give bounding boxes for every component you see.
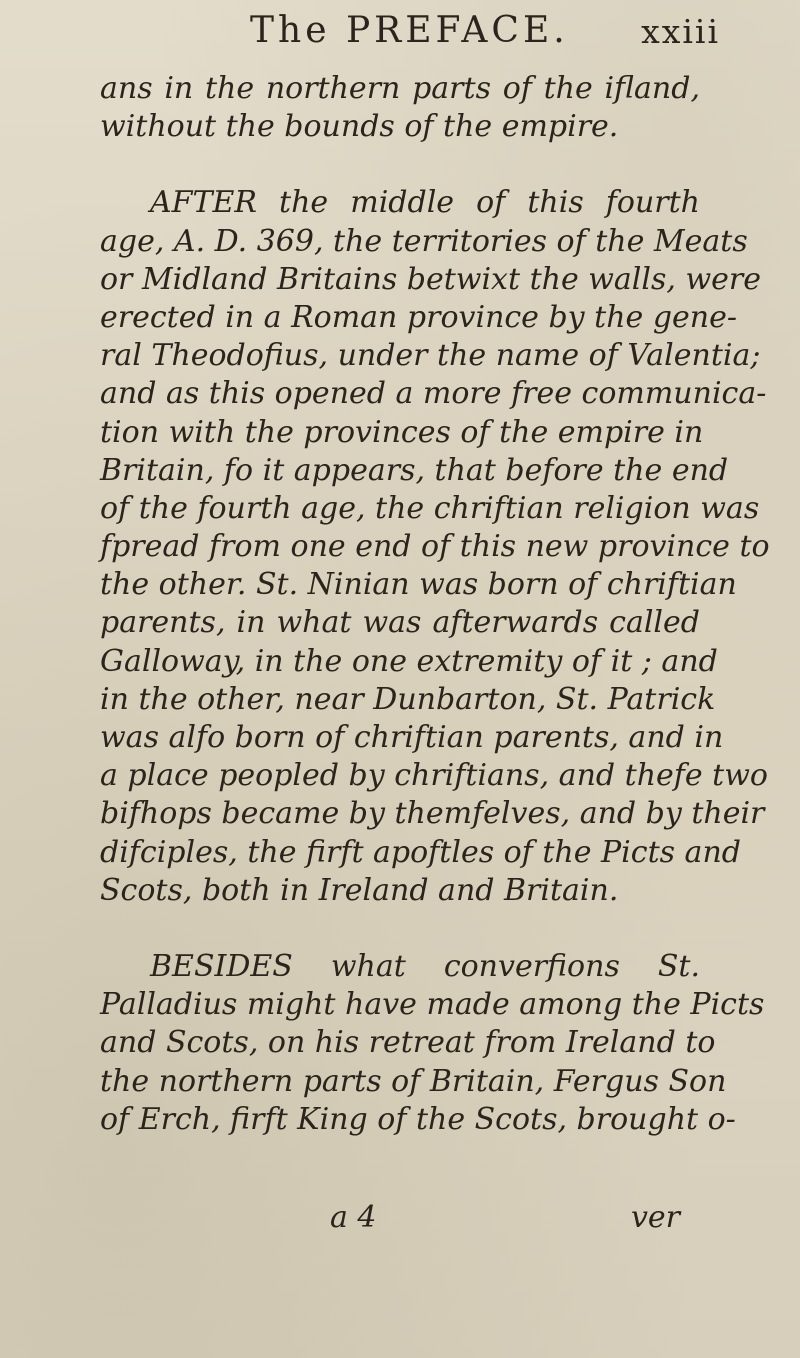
text-line: the other. St. Ninian was born of chriftian bbox=[100, 567, 737, 603]
text-line: was alfo born of chriftian parents, and in bbox=[100, 720, 724, 755]
text-line: parents, in what was afterwards called bbox=[100, 605, 700, 641]
page-number: xxiii bbox=[641, 12, 720, 51]
text-line: BESIDES what converfions St. bbox=[150, 948, 700, 984]
running-title: The PREFACE. bbox=[250, 10, 569, 51]
text-line: erected in a Roman province by the gene- bbox=[100, 299, 738, 335]
body-text bbox=[100, 70, 770, 1139]
text-line: a place peopled by chriftians, and thefe two bbox=[100, 758, 768, 794]
text-line: fpread from one end of this new province to bbox=[100, 529, 770, 565]
text-line: age, A. D. 369, the territories of the Meats bbox=[100, 223, 748, 259]
text-line: AFTER the middle of this fourth bbox=[150, 185, 700, 221]
text-line: Britain, fo it appears, that before the end bbox=[100, 452, 729, 488]
catchword: ver bbox=[630, 1200, 680, 1235]
text-line: tion with the provinces of the empire in bbox=[100, 414, 704, 450]
text-line: bifhops became by themfelves, and by their bbox=[100, 796, 765, 832]
text-line: and Scots, on his retreat from Ireland to bbox=[100, 1025, 716, 1061]
paragraph bbox=[100, 184, 770, 910]
text-line: ral Theodofius, under the name of Valentia; bbox=[100, 338, 761, 374]
text-line: without the bounds of the empire. bbox=[100, 109, 619, 145]
text-line: of Erch, firft King of the Scots, brought o- bbox=[100, 1101, 736, 1137]
paragraph bbox=[100, 70, 700, 146]
text-line: the northern parts of Britain, Fergus Son bbox=[100, 1063, 727, 1099]
paragraph bbox=[100, 948, 765, 1139]
text-line: in the other, near Dunbarton, St. Patrick bbox=[100, 681, 716, 717]
text-line: or Midland Britains betwixt the walls, were bbox=[100, 261, 761, 297]
page-header bbox=[250, 10, 720, 60]
signature-mark: a 4 bbox=[330, 1200, 377, 1235]
text-line: Palladius might have made among the Picts bbox=[100, 987, 765, 1023]
page-footer bbox=[100, 1200, 700, 1240]
text-line: Galloway, in the one extremity of it ; and bbox=[100, 643, 718, 679]
text-line: of the fourth age, the chriftian religion was bbox=[100, 490, 760, 526]
text-line: and as this opened a more free communica- bbox=[100, 376, 767, 412]
text-line: Scots, both in Ireland and Britain. bbox=[100, 872, 619, 908]
text-line: difciples, the firft apoftles of the Picts and bbox=[100, 834, 741, 870]
text-line: ans in the northern parts of the ifland, bbox=[100, 71, 700, 106]
